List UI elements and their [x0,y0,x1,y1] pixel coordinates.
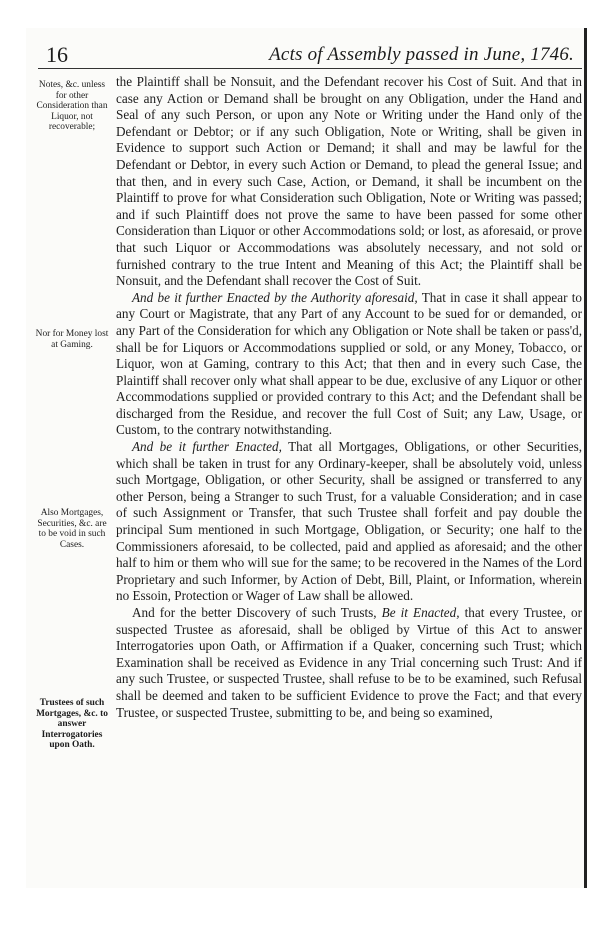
margin-note: Notes, &c. unless for other Consideration than Liquor, not recoverable; [36,80,108,132]
enacting-clause: And be it further Enacted, [132,439,282,455]
margin-note: Also Mortgages, Securities, &c. are to be void in such Cases. [37,508,107,550]
body-text [116,74,582,721]
page-header [30,38,582,68]
scan-margin [0,0,26,945]
paragraph-text: That in case it shall appear to any Court or Magistrate, that any Part of any Account to be sued for or demanded, or any Part of the Consideration for which any Obligation or Note shall be taken or pass'd, shall be for Liquors or Accommodations supplied or sold, or any Money, Tobacco, or Liquor, won at Gaming, contrary to this Act; that then and in every such Case, the Plaintiff shall recover only what shall appear to be due, exclusive of any Liquor or other Accommodations supplied or provided contrary to this Act; and the Defendant shall be discharged from the Residue, and recover the full Cost of Suit; any Law, Usage, or Custom, to the contrary notwithstanding. [116,289,582,438]
page-number: 16 [46,42,68,67]
paragraph-text: that every Trustee, or suspected Trustee as aforesaid, shall be obliged by Virtue of this Act to answer Interrogatories upon Oath, or Affirmation if a Quaker, concerning such Trust; which Examination shall be received as Evidence in any Trial concerning such Trust: And if any such Trustee, or suspected Trustee, shall refuse to be to be examined, such Refusal shall be deemed and taken to be sufficient Evidence to prove the Fact; and that every Trustee, or suspected Trustee, submitting to be, and being so examined, [116,605,582,720]
paragraph [116,74,582,290]
paragraph [116,439,582,605]
paragraph-text: the Plaintiff shall be Nonsuit, and the Defendant recover his Cost of Suit. And that in case any Action or Demand shall be brought on any Obligation, under the Hand and Seal of any such Person, or upon any Note or Writing under the Hand only of the Defendant or Debtor; or if any such Obligation, Note or Writing, shall be given in Evidence to support such Action or Demand; it shall and may be lawful for the Defendant or Debtor, in every such Action or Demand, to plead the general Issue; and that then, and in every such Case, Action, or Demand, it shall be incumbent on the Plaintiff to prove for what Consideration such Obligation, Note or Writing was passed; and if such Plaintiff does not prove the same to have been passed for some other Consideration than Liquor or other Accommodations sold; or lost, as aforesaid, or prove that such Liquor or Accommodations was absolutely necessary, and not sold or furnished contrary to the true Intent and Meaning of this Act; the Plaintiff shall be Nonsuit, and the Defendant shall recover the Cost of Suit. [116,74,582,289]
enacting-clause: And be it further Enacted by the Authority aforesaid, [132,289,418,305]
paragraph-text: That all Mortgages, Obligations, or other Securities, which shall be taken in trust for any Ordinary-keeper, shall be absolutely void, unless such Mortgage, Obligation, or other Security, shall be assigned or transferred to any other Person, being a Stranger to such Trust, for a valuable Consideration; and in case of such Assignment or Transfer, that such Trustee shall forfeit and pay double the principal Sum mentioned in such Mortgage, Obligation, or Security; one half to the Commissioners aforesaid, to be collected, paid and applied as aforesaid; and the other half to him or them who will sue for the same; to be recovered in the Names of the Lord Proprietary and such Informer, by Action of Debt, Bill, Plaint, or Information, wherein no Essoin, Protection or Wager of Law shall be allowed. [116,439,582,604]
paragraph-text: And for the better Discovery of such Trusts, [132,605,382,620]
header-rule [38,68,582,69]
margin-note: Trustees of such Mortgages, &c. to answer Interrogatories upon Oath. [36,698,108,750]
paragraph [116,290,582,439]
margin-notes [34,74,110,874]
enacting-clause: Be it Enacted, [381,605,460,620]
running-head: Acts of Assembly passed in June, 1746. [269,44,574,65]
paragraph [116,605,582,721]
margin-note: Nor for Money lost at Gaming. [35,329,109,350]
